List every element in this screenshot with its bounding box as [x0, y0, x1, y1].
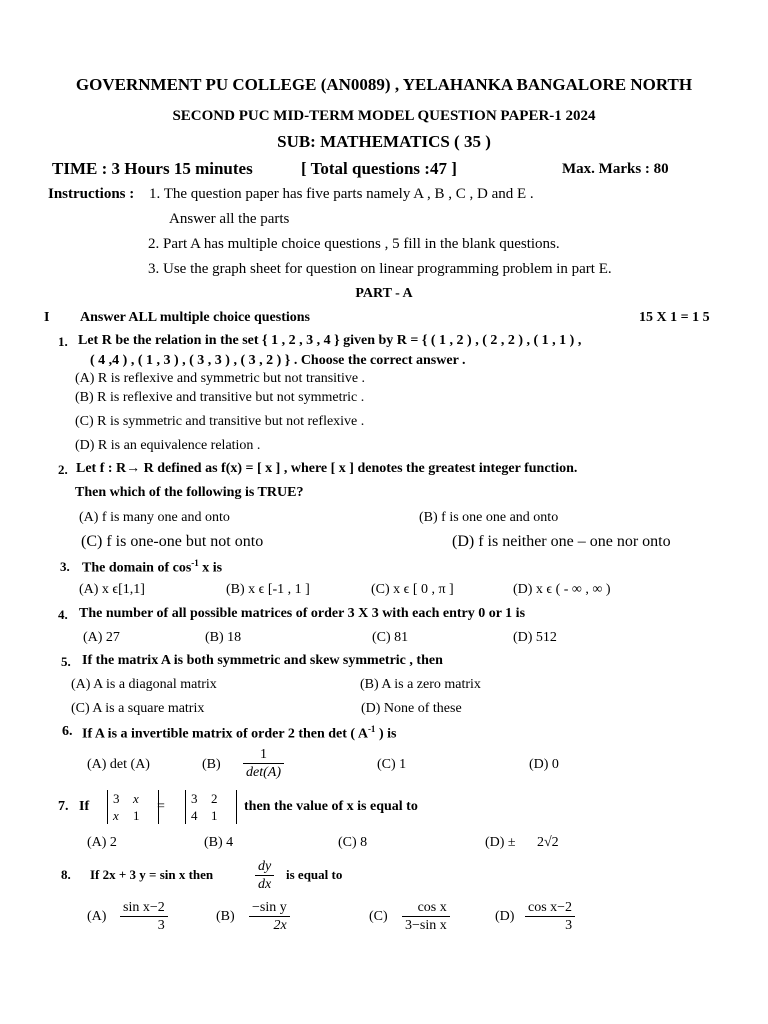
question-number: 7.: [58, 799, 69, 814]
option-b: (B): [202, 757, 221, 772]
option-c: (C) 81: [372, 630, 409, 645]
option-b: (B) A is a zero matrix: [360, 677, 481, 692]
option-b: (B) f is one one and onto: [419, 510, 559, 525]
section-marks: 15 X 1 = 1 5: [639, 310, 710, 325]
fraction-denominator: det(A): [243, 763, 284, 781]
instruction-item: 3. Use the graph sheet for question on linear programming problem in part E.: [148, 261, 612, 277]
instruction-item: 2. Part A has multiple choice questions , 5 fill in the blank questions.: [148, 236, 560, 252]
max-marks: Max. Marks : 80: [562, 161, 669, 177]
question-number: 3.: [60, 559, 70, 574]
paper-title: SECOND PUC MID-TERM MODEL QUESTION PAPER-1 2024: [172, 108, 596, 124]
option-c: (C) A is a square matrix: [71, 701, 205, 716]
option-c: (C) f is one-one but not onto: [81, 533, 264, 550]
option-a: (A): [87, 909, 107, 924]
question-text: Then which of the following is TRUE?: [75, 485, 304, 500]
matrix-entry: 2: [211, 791, 218, 806]
option-d: (D) None of these: [361, 701, 462, 716]
fraction-numerator: 1: [259, 747, 267, 762]
option-a: (A) 27: [83, 630, 120, 645]
question-text: is equal to: [286, 867, 343, 882]
option-d-value: 2√2: [537, 835, 559, 850]
option-b: (B): [216, 909, 235, 924]
question-number: 8.: [61, 867, 71, 882]
fraction-one-over-det: [243, 746, 284, 781]
matrix-entry: 3: [191, 791, 198, 806]
option-a: (A) A is a diagonal matrix: [71, 677, 217, 692]
option-d: (D) x ϵ ( - ∞ , ∞ ): [513, 582, 611, 597]
option-a: (A) det (A): [87, 757, 150, 772]
fraction-numerator: −sin y: [252, 900, 287, 915]
option-d: (D) f is neither one – one nor onto: [452, 533, 671, 550]
option-c: (C): [369, 909, 388, 924]
option-d: (D) 0: [529, 757, 559, 772]
question-text: If 2x + 3 y = sin x then: [90, 867, 214, 882]
question-number: 6.: [62, 724, 73, 739]
option-c: (C) 1: [377, 757, 407, 772]
option-b: (B) R is reflexive and transitive but not symmetric .: [75, 390, 365, 405]
subject-title: SUB: MATHEMATICS ( 35 ): [277, 132, 491, 151]
equals-sign: =: [157, 799, 165, 814]
question-number: 2.: [58, 462, 68, 477]
fraction-numerator: sin x−2: [123, 900, 165, 915]
fraction-numerator: cos x: [417, 900, 447, 915]
matrix-entry: x: [113, 808, 119, 823]
question-text: then the value of x is equal to: [244, 799, 418, 814]
question-number: 5.: [61, 654, 71, 669]
question-text: If the matrix A is both symmetric and skew symmetric , then: [82, 653, 443, 668]
matrix-entry: 4: [191, 808, 198, 823]
option-d: (D) 512: [513, 630, 557, 645]
fraction-numerator: dy: [258, 859, 272, 874]
section-title: Answer ALL multiple choice questions: [80, 310, 310, 325]
fraction-denominator: 3−sin x: [402, 916, 450, 934]
matrix-entry: 1: [133, 808, 140, 823]
option-c: (C) 8: [338, 835, 368, 850]
fraction-denominator: 3: [525, 916, 575, 934]
question-text: Let R be the relation in the set { 1 , 2 , 3 , 4 } given by R = { ( 1 , 2 ) , ( 2 , 2 ) , ( 1 , 1 ) ,: [78, 333, 582, 348]
question-text: ( 4 ,4 ) , ( 1 , 3 ) , ( 3 , 3 ) , ( 3 , 2 ) } . Choose the correct answer .: [90, 353, 466, 368]
question-text: Let f : R→ R defined as f(x) = [ x ] , where [ x ] denotes the greatest integer function.: [76, 461, 578, 476]
option-b: (B) 18: [205, 630, 242, 645]
matrix-entry: 1: [211, 808, 218, 823]
determinant-right: [185, 790, 237, 824]
if-label: If: [79, 799, 90, 814]
matrix-entry: x: [133, 791, 139, 806]
total-questions: [ Total questions :47 ]: [301, 159, 457, 178]
matrix-entry: 3: [113, 791, 120, 806]
option-d: (D) ±: [485, 835, 516, 850]
option-a: (A) x ϵ[1,1]: [79, 582, 145, 597]
fraction-dy-dx: [255, 858, 274, 893]
option-d: (D) R is an equivalence relation .: [75, 438, 261, 453]
option-b: (B) x ϵ [-1 , 1 ]: [226, 582, 310, 597]
question-text: The number of all possible matrices of order 3 X 3 with each entry 0 or 1 is: [79, 606, 526, 621]
part-title: PART - A: [355, 286, 413, 301]
question-text: The domain of $\cos^{-1} x$ is: [82, 558, 223, 576]
instructions-label: Instructions :: [48, 186, 135, 202]
college-name: GOVERNMENT PU COLLEGE (AN0089) , YELAHANKA BANGALORE NORTH: [75, 75, 693, 94]
determinant-left: [107, 790, 159, 824]
option-c: (C) x ϵ [ 0 , π ]: [371, 582, 454, 597]
time-label: TIME : 3 Hours 15 minutes: [52, 159, 253, 178]
question-number: 4.: [58, 607, 68, 622]
option-d: (D): [495, 909, 515, 924]
option-a: (A) f is many one and onto: [79, 510, 230, 525]
question-text: If A is a invertible matrix of order 2 then det ( $A^{-1}$ ) is: [82, 724, 397, 742]
option-b-fraction: [249, 899, 290, 934]
option-d-fraction: [525, 899, 575, 934]
fraction-denominator: 3: [120, 916, 168, 934]
fraction-numerator: cos x−2: [528, 900, 573, 915]
section-number: I: [44, 310, 50, 325]
option-c-fraction: [402, 899, 450, 934]
option-b: (B) 4: [204, 835, 234, 850]
instruction-item: Answer all the parts: [169, 211, 290, 227]
option-a: (A) 2: [87, 835, 117, 850]
fraction-denominator: dx: [255, 875, 274, 893]
option-c: (C) R is symmetric and transitive but not reflexive .: [75, 414, 365, 429]
option-a: (A) R is reflexive and symmetric but not transitive .: [75, 371, 366, 386]
fraction-denominator: 2x: [249, 916, 290, 934]
instruction-item: 1. The question paper has five parts namely A , B , C , D and E .: [149, 186, 534, 202]
question-number: 1.: [58, 334, 68, 349]
option-a-fraction: [120, 899, 168, 934]
